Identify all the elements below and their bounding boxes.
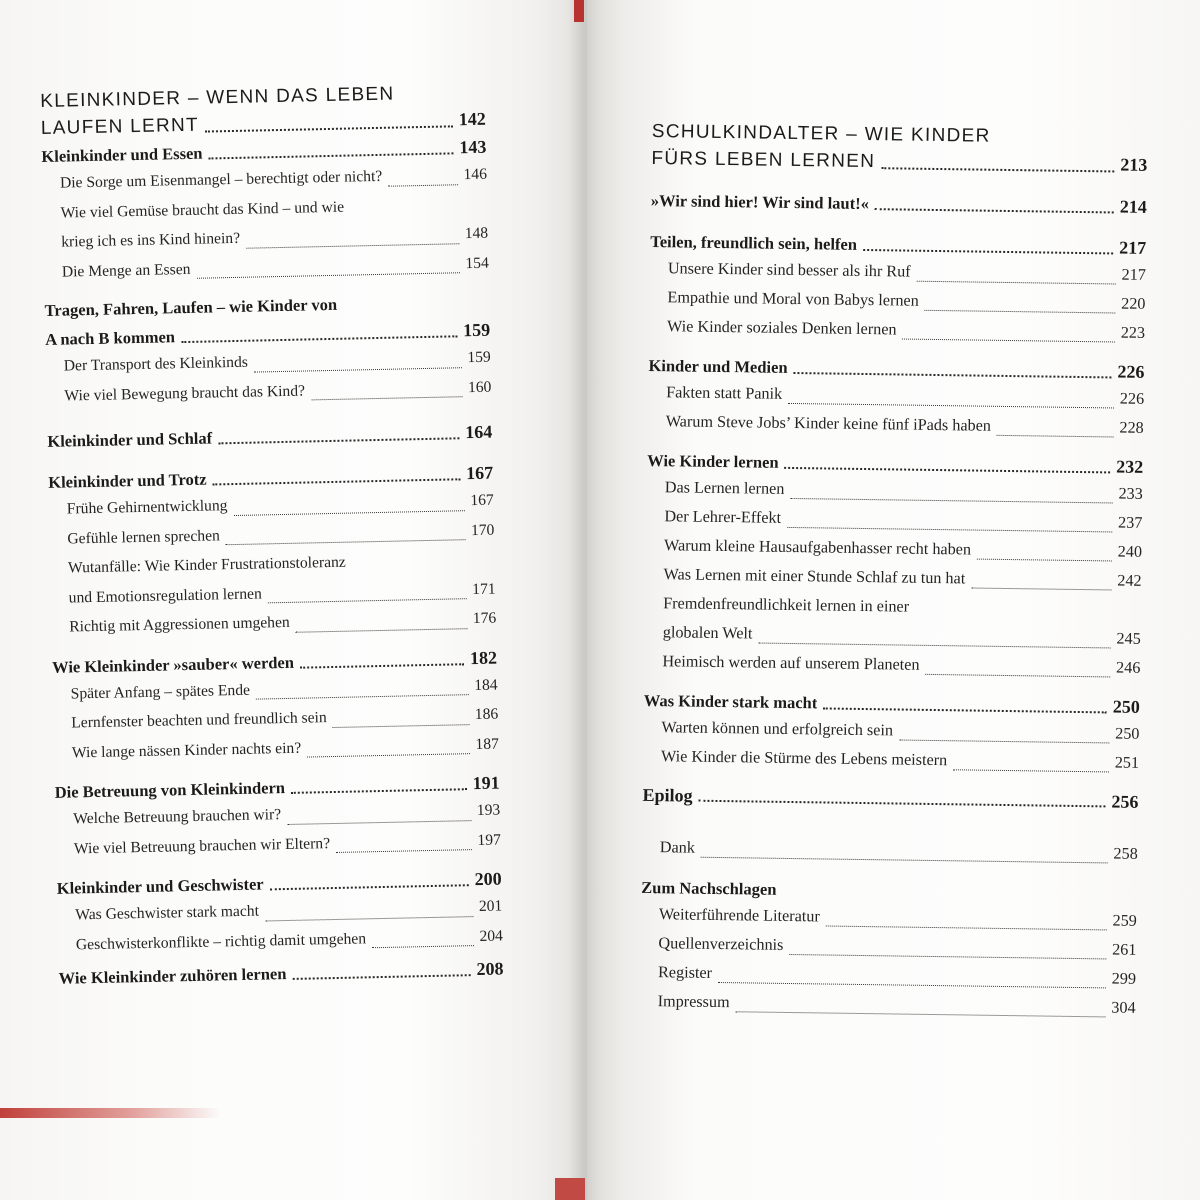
book-cover-edge-top	[574, 0, 584, 22]
part-heading	[651, 118, 1148, 179]
dot-leader	[205, 125, 453, 132]
dot-leader	[789, 954, 1106, 959]
dot-leader	[300, 663, 464, 668]
part-title-line1: KLEINKINDER – WENN DAS LEBEN	[40, 83, 395, 112]
section-page: 251	[1114, 753, 1140, 772]
dot-leader	[823, 707, 1107, 713]
dot-leader	[336, 849, 471, 853]
dot-leader	[246, 243, 459, 248]
section-page: 223	[1120, 323, 1146, 342]
dot-leader	[953, 769, 1109, 772]
chapter-page: 232	[1116, 456, 1144, 477]
chapter-page: 164	[465, 421, 493, 443]
dot-leader	[875, 208, 1114, 213]
section-title: Wie lange nässen Kinder nachts ein?	[71, 739, 302, 761]
appendix-title: Quellenverzeichnis	[658, 934, 784, 954]
section-title: Wutanfälle: Wie Kinder Frustrationstoleranz	[67, 553, 346, 577]
dot-leader	[971, 588, 1111, 591]
chapter-title: Die Betreuung von Kleinkindern	[54, 778, 286, 802]
chapter-title: Was Kinder stark macht	[643, 690, 818, 713]
chapter-title: Kleinkinder und Schlaf	[47, 428, 213, 451]
chapter-page: 226	[1117, 361, 1145, 382]
section-title: Der Transport des Kleinkinds	[63, 353, 249, 375]
part-title-line2: FÜRS LEBEN LERNEN	[651, 147, 876, 173]
section-title: Warum kleine Hausaufgabenhasser recht haben	[663, 536, 972, 559]
dot-leader	[197, 272, 460, 279]
appendix-page: 261	[1112, 940, 1137, 959]
dot-leader	[213, 478, 461, 485]
section-page: 228	[1119, 418, 1144, 437]
dot-leader	[218, 437, 459, 444]
section-entry[interactable]	[649, 312, 1145, 348]
dot-leader	[372, 945, 473, 948]
appendix-title: Weiterführende Literatur	[658, 905, 820, 926]
section-page: 233	[1118, 484, 1143, 503]
section-title: Frühe Gehirnentwicklung	[66, 497, 228, 518]
section-page: 154	[465, 254, 489, 272]
chapter-entry[interactable]	[47, 420, 492, 454]
dot-leader	[307, 753, 469, 757]
section-title: Später Anfang – spätes Ende	[70, 681, 251, 702]
part-title-line1: SCHULKINDALTER – WIE KINDER	[651, 120, 991, 147]
dot-leader	[226, 539, 465, 545]
dot-leader	[291, 788, 467, 794]
chapter-title: Kleinkinder und Trotz	[48, 469, 207, 492]
dot-leader	[788, 403, 1114, 409]
dot-leader	[826, 926, 1107, 931]
section-title: Richtig mit Aggressionen umgehen	[69, 613, 290, 636]
chapter-title: Tragen, Fahren, Laufen – wie Kinder von	[44, 294, 338, 320]
part-heading	[40, 79, 486, 142]
section-page: 237	[1117, 513, 1143, 532]
section-title: Wie viel Betreuung brauchen wir Eltern?	[73, 834, 331, 857]
section-page: 146	[463, 165, 488, 184]
section-page: 201	[478, 897, 503, 915]
section-page: 184	[474, 676, 498, 694]
chapter-entry[interactable]	[642, 783, 1138, 814]
chapter-entry[interactable]	[651, 188, 1147, 220]
section-page: 197	[477, 831, 502, 849]
section-title: Unsere Kinder sind besser als ihr Ruf	[667, 259, 911, 281]
dot-leader	[287, 820, 471, 825]
dot-leader	[296, 628, 467, 633]
section-entry[interactable]	[648, 407, 1144, 443]
dot-leader	[181, 335, 457, 343]
book-cover-edge-bottom	[0, 1108, 220, 1118]
section-page: 240	[1117, 542, 1143, 561]
section-title: Die Menge an Essen	[61, 260, 191, 281]
dot-leader	[698, 800, 1105, 808]
chapter-page: 217	[1119, 237, 1147, 258]
dot-leader	[268, 598, 466, 603]
chapter-page: 182	[469, 647, 498, 668]
section-title: Wie Kinder die Stürme des Lebens meistern	[660, 747, 948, 770]
section-page: 246	[1115, 658, 1141, 677]
section-page: 160	[467, 378, 492, 396]
chapter-title-cont: A nach B kommen	[45, 327, 176, 349]
chapter-title: Teilen, freundlich sein, helfen	[650, 231, 858, 254]
left-table-of-contents	[40, 79, 504, 991]
chapter-title: Kleinkinder und Geschwister	[56, 874, 264, 898]
right-table-of-contents	[639, 118, 1147, 1023]
chapter-page: 250	[1112, 696, 1140, 717]
chapter-title: »Wir sind hier! Wir sind laut!«	[650, 190, 870, 214]
dot-leader	[925, 310, 1115, 314]
chapter-title: Kinder und Medien	[648, 355, 788, 377]
section-title: Wie viel Bewegung braucht das Kind?	[64, 382, 306, 405]
dot-leader	[265, 916, 473, 921]
section-page: 250	[1115, 724, 1140, 743]
appendix-title: Impressum	[657, 992, 730, 1012]
section-page: 220	[1121, 294, 1146, 313]
section-entry[interactable]	[50, 545, 496, 613]
dot-leader	[270, 884, 469, 890]
section-title: Geschwisterkonflikte – richtig damit umgehen	[75, 929, 367, 953]
dot-leader	[333, 724, 469, 728]
section-title: Gefühle lernen sprechen	[67, 526, 220, 548]
section-page: 148	[464, 224, 489, 243]
section-page: 159	[467, 348, 491, 367]
dot-leader	[794, 372, 1112, 378]
dot-leader	[997, 435, 1114, 438]
chapter-page: 200	[474, 868, 502, 890]
appendix-page: 259	[1112, 911, 1137, 930]
section-page: 187	[475, 735, 500, 753]
section-title: Der Lehrer-Effekt	[664, 507, 782, 527]
dot-leader	[701, 857, 1108, 864]
section-title: Die Sorge um Eisenmangel – berechtigt oder nicht?	[59, 167, 383, 192]
dot-leader	[256, 694, 468, 699]
section-title: Wie viel Gemüse braucht das Kind – und wie	[60, 198, 345, 222]
appendix-page: 304	[1111, 998, 1136, 1017]
section-title-cont: krieg ich es ins Kind hinein?	[61, 229, 241, 251]
chapter-title: Epilog	[642, 784, 693, 806]
dot-leader	[758, 643, 1110, 649]
dot-leader	[863, 249, 1113, 254]
section-title: Warum Steve Jobs’ Kinder keine fünf iPads haben	[665, 412, 992, 435]
dot-leader	[311, 396, 462, 400]
section-title: Fremdenfreundlichkeit lernen in einer	[663, 594, 910, 616]
dot-leader	[388, 184, 457, 186]
section-page: 193	[476, 801, 501, 820]
dot-leader	[234, 510, 465, 516]
section-title: Lernfenster beachten und freundlich sein	[71, 709, 327, 732]
chapter-page: 159	[462, 319, 491, 341]
dot-leader	[785, 467, 1111, 474]
dot-leader	[902, 339, 1114, 343]
section-page: 245	[1116, 629, 1141, 648]
section-entry[interactable]	[645, 589, 1142, 654]
appendix-page: 299	[1111, 969, 1137, 988]
chapter-entry[interactable]	[44, 290, 490, 352]
section-page: 204	[479, 926, 504, 945]
section-title: Wie Kinder soziales Denken lernen	[666, 317, 897, 339]
chapter-page: 191	[472, 772, 500, 794]
section-entry[interactable]	[644, 647, 1140, 683]
section-page: 242	[1117, 571, 1142, 590]
dot-leader	[917, 281, 1116, 285]
section-page: 186	[474, 705, 499, 724]
section-title-cont: globalen Welt	[662, 623, 753, 643]
section-title: Warten können und erfolgreich sein	[661, 718, 894, 740]
chapter-page: 214	[1119, 196, 1147, 217]
section-title: Welche Betreuung brauchen wir?	[73, 806, 282, 828]
chapter-page: 256	[1111, 791, 1139, 812]
section-entry[interactable]	[42, 189, 488, 257]
section-title: Das Lernen lernen	[664, 478, 785, 498]
dot-leader	[881, 167, 1114, 172]
section-page: 167	[470, 491, 494, 510]
dot-leader	[735, 1011, 1105, 1017]
dot-leader	[718, 982, 1106, 988]
section-page: 217	[1121, 265, 1146, 284]
chapter-title: Wie Kinder lernen	[647, 450, 779, 472]
appendix-heading: Zum Nachschlagen	[641, 877, 777, 899]
section-title: Dank	[659, 838, 696, 857]
dot-leader	[925, 674, 1110, 678]
dot-leader	[209, 152, 454, 159]
section-title: Was Lernen mit einer Stunde Schlaf zu tun hat	[663, 565, 966, 588]
chapter-page: 167	[465, 462, 494, 484]
section-page: 171	[472, 580, 496, 598]
part-page: 142	[458, 108, 486, 130]
dot-leader	[899, 740, 1109, 744]
section-title-cont: und Emotionsregulation lernen	[68, 584, 262, 607]
chapter-title: Wie Kleinkinder »sauber« werden	[51, 652, 295, 677]
section-page: 176	[472, 609, 497, 628]
chapter-title: Kleinkinder und Essen	[41, 143, 203, 166]
dot-leader	[977, 559, 1112, 562]
section-page: 258	[1113, 844, 1138, 863]
chapter-page: 143	[459, 136, 487, 158]
part-title-line2: LAUFEN LERNT	[40, 114, 200, 139]
dot-leader	[790, 498, 1112, 503]
part-page: 213	[1120, 154, 1148, 175]
dot-leader	[787, 527, 1112, 533]
section-title: Fakten statt Panik	[666, 383, 783, 403]
section-title: Was Geschwister stark macht	[75, 902, 260, 924]
section-entry-dank[interactable]	[642, 833, 1138, 869]
chapter-page: 208	[476, 958, 504, 980]
dot-leader	[254, 367, 461, 372]
dot-leader	[293, 974, 471, 980]
appendix-title: Register	[657, 963, 713, 982]
chapter-title: Wie Kleinkinder zuhören lernen	[58, 964, 287, 988]
section-page: 170	[470, 521, 495, 539]
section-title: Empathie und Moral von Babys lernen	[667, 288, 919, 310]
section-entry[interactable]	[643, 742, 1139, 778]
section-title: Heimisch werden auf unserem Planeten	[662, 652, 920, 674]
section-page: 226	[1119, 389, 1145, 408]
book-cover-edge-corner	[555, 1178, 585, 1200]
